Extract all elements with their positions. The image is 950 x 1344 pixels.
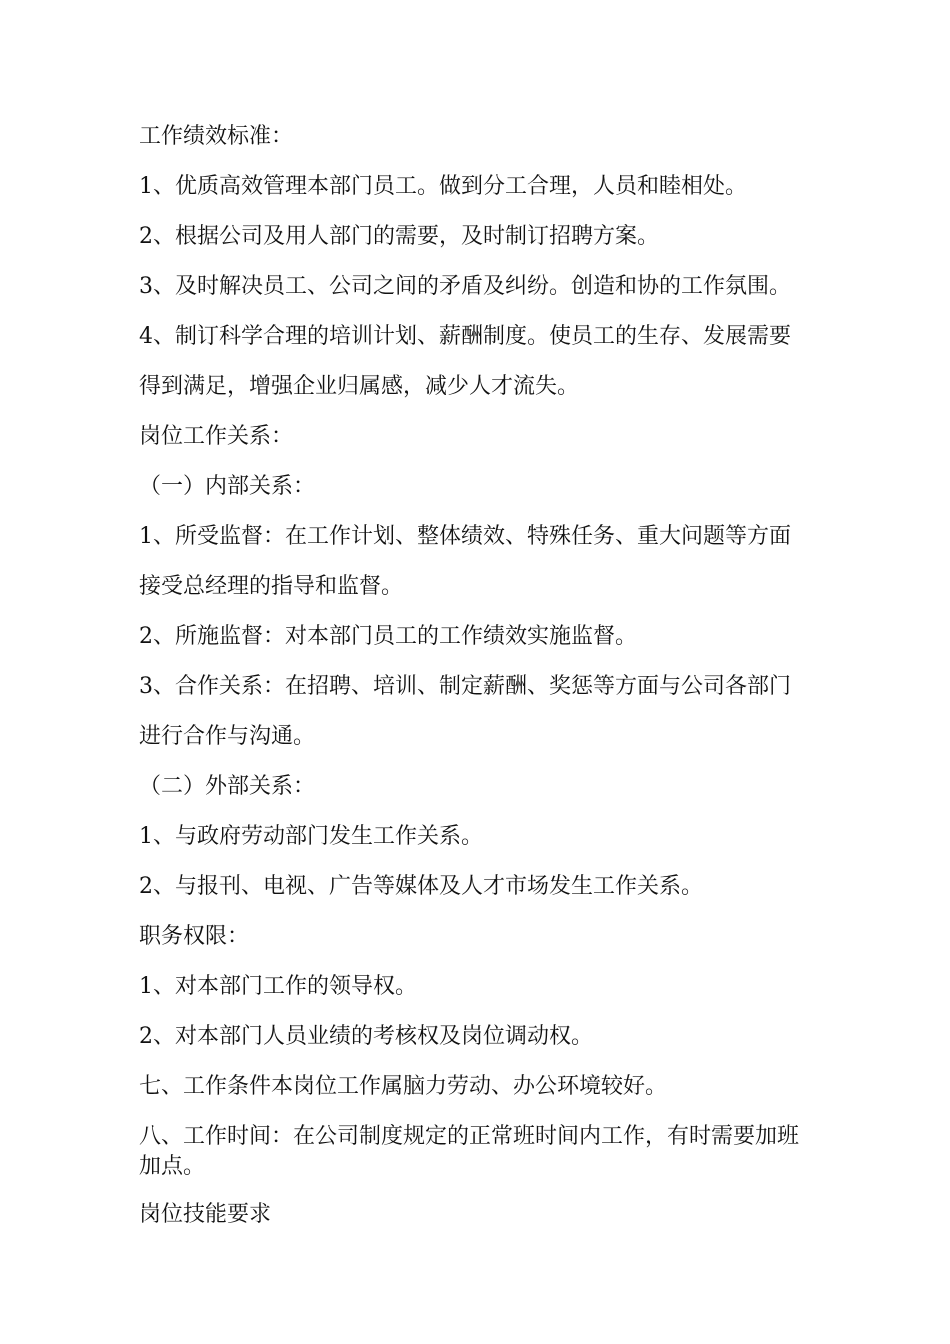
paragraph-internal-2: 2、所施监督：对本部门员工的工作绩效实施监督。 — [139, 624, 637, 649]
document-body — [139, 120, 801, 1248]
subheading-internal-relations: （一）内部关系： — [139, 474, 316, 499]
paragraph-working-conditions: 七、工作条件本岗位工作属脑力劳动、办公环境较好。 — [139, 1074, 668, 1099]
paragraph-external-2: 2、与报刊、电视、广告等媒体及人才市场发生工作关系。 — [139, 874, 703, 899]
paragraph-authority-2: 2、对本部门人员业绩的考核权及岗位调动权。 — [139, 1024, 593, 1049]
heading-performance-standards: 工作绩效标准： — [139, 124, 294, 149]
paragraph-working-hours: 八、工作时间：在公司制度规定的正常班时间内工作，有时需要加班加点。 — [139, 1124, 800, 1179]
paragraph-standard-3: 3、及时解决员工、公司之间的矛盾及纠纷。创造和协的工作氛围。 — [139, 274, 791, 299]
paragraph-standard-4: 4、制订科学合理的培训计划、薪酬制度。使员工的生存、发展需要得到满足，增强企业归属感，减少人才流失。 — [139, 324, 791, 399]
heading-job-authority: 职务权限： — [139, 924, 250, 949]
paragraph-internal-3: 3、合作关系：在招聘、培训、制定薪酬、奖惩等方面与公司各部门进行合作与沟通。 — [139, 674, 791, 749]
paragraph-internal-1: 1、所受监督：在工作计划、整体绩效、特殊任务、重大问题等方面接受总经理的指导和监督。 — [139, 524, 791, 599]
subheading-external-relations: （二）外部关系： — [139, 774, 316, 799]
paragraph-standard-1: 1、优质高效管理本部门员工。做到分工合理，人员和睦相处。 — [139, 174, 747, 199]
paragraph-standard-2: 2、根据公司及用人部门的需要，及时制订招聘方案。 — [139, 224, 659, 249]
paragraph-external-1: 1、与政府劳动部门发生工作关系。 — [139, 824, 483, 849]
heading-job-skill-requirements: 岗位技能要求 — [139, 1202, 272, 1227]
paragraph-authority-1: 1、对本部门工作的领导权。 — [139, 974, 417, 999]
heading-work-relations: 岗位工作关系： — [139, 424, 294, 449]
